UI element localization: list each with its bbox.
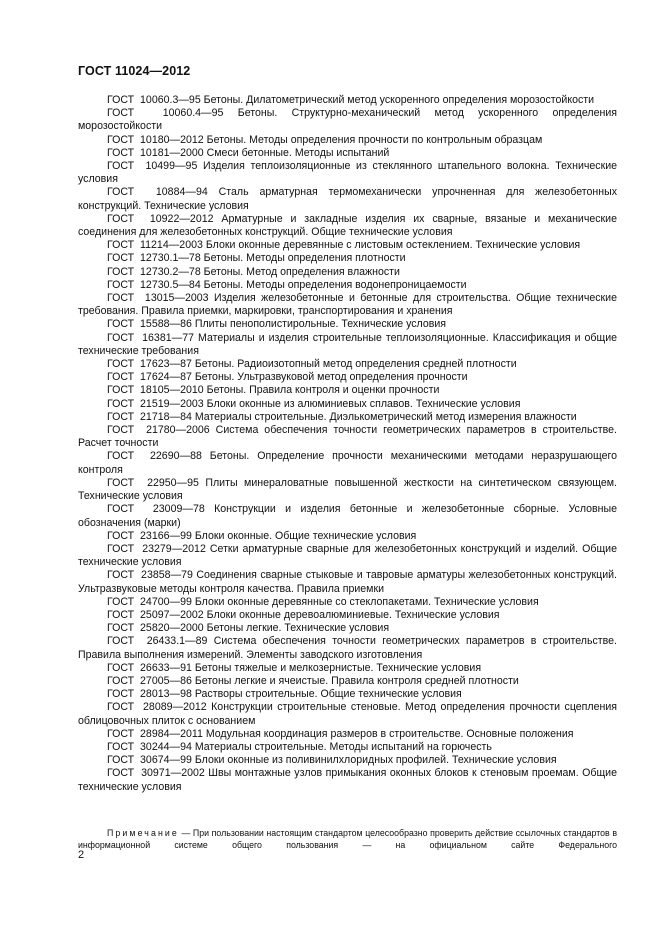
reference-code: ГОСТ 12730.1—78: [107, 252, 201, 265]
reference-title: Растворы строительные. Общие технические условия: [194, 688, 462, 701]
reference-title: Конструкции и изделия бетонные и железобетонные сборные. Условные обозначения (марки): [78, 503, 617, 529]
reference-title: Бетоны. Правила контроля и оценки прочности: [206, 384, 440, 397]
reference-title: Бетоны. Дилатометрический метод ускоренного определения морозостойкости: [203, 94, 595, 106]
reference-code: ГОСТ 12730.5—84: [107, 278, 201, 291]
reference-item: [78, 147, 617, 160]
reference-code: ГОСТ 10060.3—95: [107, 94, 201, 106]
reference-title: Блоки оконные. Общие технические условия: [194, 529, 417, 542]
reference-title: Конструкции строительные стеновые. Метод определения прочности сцепления облицовочных плиток с основанием: [78, 701, 617, 727]
reference-title: Материалы строительные. Методы испытаний на горючесть: [194, 740, 492, 753]
reference-title: Арматурные и закладные изделия их сварные, вязаные и механические соединения для железобетонных конструкций. Общие технические условия: [78, 212, 617, 239]
reference-code: ГОСТ 10499—95: [107, 160, 198, 173]
reference-title: Смеси бетонные. Методы испытаний: [206, 146, 390, 159]
normative-references-list: [78, 94, 617, 794]
reference-item: [78, 767, 617, 793]
reference-item: [78, 675, 617, 688]
reference-code: ГОСТ 23279—2012: [107, 542, 206, 555]
reference-item: [78, 609, 617, 622]
reference-code: ГОСТ 21780—2006: [107, 424, 210, 437]
reference-item: [78, 503, 617, 529]
reference-title: Изделия железобетонные и бетонные для строительства. Общие технические требования. Правила приемки, маркировки, транспортирования и хранения: [78, 292, 617, 318]
reference-code: ГОСТ 28984—2011: [107, 727, 203, 740]
reference-code: ГОСТ 26433.1—89: [107, 635, 208, 648]
note-text: — При пользовании настоящим стандартом целесообразно проверить действие ссылочных стандартов в информационной системе общего пользования — на официальном сайте Федерального: [78, 827, 617, 851]
reference-item: [78, 754, 617, 767]
reference-title: Швы монтажные узлов примыкания оконных блоков к стеновым проемам. Общие технические условия: [78, 767, 617, 793]
reference-item: [78, 213, 617, 239]
reference-title: Бетоны. Методы определения плотности: [203, 252, 406, 265]
reference-code: ГОСТ 28013—98: [107, 688, 192, 701]
reference-item: [78, 160, 617, 186]
reference-code: ГОСТ 10884—94: [107, 186, 208, 199]
reference-item: [78, 186, 617, 212]
reference-code: ГОСТ 10181—2000: [107, 146, 204, 159]
reference-item: [78, 530, 617, 543]
reference-code: ГОСТ 11214—2003: [107, 239, 203, 252]
reference-title: Сталь арматурная термомеханически упрочненная для железобетонных конструкций. Технические условия: [78, 186, 618, 212]
reference-code: ГОСТ 21519—2003: [107, 397, 204, 410]
reference-item: [78, 384, 617, 397]
reference-code: ГОСТ 30674—99: [107, 754, 192, 767]
reference-item: [78, 424, 617, 450]
reference-item: [78, 279, 617, 292]
reference-title: Изделия теплоизоляционные из стеклянного штапельного волокна. Технические условия: [78, 160, 618, 186]
reference-code: ГОСТ 28089—2012: [107, 701, 207, 714]
reference-code: ГОСТ 13015—2003: [107, 292, 209, 305]
reference-item: [78, 635, 617, 661]
reference-code: ГОСТ 17624—87: [107, 371, 192, 384]
reference-item: [78, 398, 617, 411]
reference-code: ГОСТ 10922—2012: [107, 212, 214, 225]
reference-title: Бетоны тяжелые и мелкозернистые. Технические условия: [194, 661, 482, 674]
page-number: 2: [78, 849, 85, 861]
note-label: Примечание: [107, 827, 179, 838]
reference-item: [78, 662, 617, 675]
reference-title: Блоки оконные деревянные с листовым остеклением. Технические условия: [205, 239, 581, 252]
reference-item: [78, 543, 617, 569]
reference-title: Бетоны. Определение прочности механическими методами неразрушающего контроля: [78, 450, 617, 476]
reference-item: [78, 688, 617, 701]
reference-title: Материалы строительные. Диэлькометрический метод измерения влажности: [194, 410, 577, 423]
reference-code: ГОСТ 16381—77: [107, 331, 194, 344]
reference-title: Бетоны легкие. Технические условия: [206, 622, 390, 635]
reference-item: [78, 596, 617, 609]
reference-code: ГОСТ 15588—86: [107, 318, 192, 331]
reference-title: Блоки оконные деревоалюминиевые. Технические условия: [206, 608, 500, 621]
reference-code: ГОСТ 22950—95: [107, 476, 199, 489]
reference-code: ГОСТ 30244—94: [107, 740, 192, 753]
reference-title: Плиты пенополистирольные. Технические условия: [194, 318, 447, 331]
reference-item: [78, 318, 617, 331]
reference-item: [78, 728, 617, 741]
reference-title: Плиты минераловатные повышенной жесткости на синтетическом связующем. Технические условия: [78, 476, 617, 503]
footnote-note: [78, 827, 617, 852]
page-header-title: ГОСТ 11024—2012: [78, 64, 191, 78]
reference-item: [78, 252, 617, 265]
reference-item: [78, 292, 617, 318]
reference-code: ГОСТ 24700—99: [107, 595, 192, 608]
reference-title: Бетоны. Структурно-механический метод ускоренного определения морозостойкости: [78, 107, 617, 133]
reference-title: Бетоны. Ультразвуковой метод определения прочности: [194, 371, 468, 384]
reference-title: Модульная координация размеров в строительстве. Основные положения: [205, 727, 574, 740]
reference-item: [78, 741, 617, 754]
reference-code: ГОСТ 23166—99: [107, 529, 192, 542]
reference-code: ГОСТ 10180—2012: [107, 133, 204, 146]
reference-code: ГОСТ 21718—84: [107, 410, 192, 423]
reference-title: Блоки оконные деревянные со стеклопакетами. Технические условия: [194, 595, 539, 608]
reference-code: ГОСТ 17623—87: [107, 358, 192, 371]
reference-code: ГОСТ 26633—91: [107, 661, 192, 674]
reference-item: [78, 371, 617, 384]
reference-item: [78, 94, 617, 107]
reference-title: Система обеспечения точности геометрических параметров в строительстве. Правила выполнения измерений. Элементы заводского изготовления: [78, 635, 617, 661]
reference-title: Блоки оконные из алюминиевых сплавов. Технические условия: [206, 397, 521, 410]
reference-item: [78, 134, 617, 147]
reference-code: ГОСТ 22690—88: [107, 450, 202, 463]
reference-code: ГОСТ 25097—2002: [107, 608, 204, 621]
reference-code: ГОСТ 30971—2002: [107, 767, 205, 780]
reference-code: ГОСТ 27005—86: [107, 674, 192, 687]
reference-item: [78, 569, 617, 595]
reference-code: ГОСТ 10060.4—95: [107, 107, 224, 120]
reference-code: ГОСТ 25820—2000: [107, 622, 204, 635]
reference-title: Система обеспечения точности геометрических параметров в строительстве. Расчет точности: [78, 424, 617, 450]
reference-title: Бетоны. Радиоизотопный метод определения средней плотности: [194, 358, 517, 371]
reference-item: [78, 332, 617, 358]
reference-title: Бетоны. Методы определения прочности по контрольным образцам: [206, 133, 543, 146]
reference-title: Сетки арматурные сварные для железобетонных конструкций и изделий. Общие технические условия: [78, 542, 617, 569]
reference-item: [78, 477, 617, 503]
reference-item: [78, 266, 617, 279]
reference-code: ГОСТ 12730.2—78: [107, 265, 201, 278]
reference-item: [78, 450, 617, 476]
reference-item: [78, 107, 617, 133]
reference-title: Блоки оконные из поливинилхлоридных профилей. Технические условия: [194, 754, 557, 767]
reference-title: Бетоны. Метод определения влажности: [203, 265, 400, 278]
reference-item: [78, 622, 617, 635]
reference-item: [78, 358, 617, 371]
reference-title: Соединения сварные стыковые и тавровые арматуры железобетонных конструкций. Ультразвуковые методы контроля качества. Правила приемки: [78, 569, 617, 595]
reference-item: [78, 701, 617, 727]
reference-title: Бетоны. Методы определения водонепроницаемости: [203, 278, 467, 291]
reference-code: ГОСТ 18105—2010: [107, 384, 204, 397]
reference-title: Материалы и изделия строительные теплоизоляционные. Классификация и общие технические требования: [78, 331, 618, 357]
reference-item: [78, 239, 617, 252]
reference-item: [78, 411, 617, 424]
reference-title: Бетоны легкие и ячеистые. Правила контроля средней плотности: [194, 674, 519, 687]
reference-code: ГОСТ 23009—78: [107, 503, 205, 516]
reference-code: ГОСТ 23858—79: [107, 569, 193, 582]
